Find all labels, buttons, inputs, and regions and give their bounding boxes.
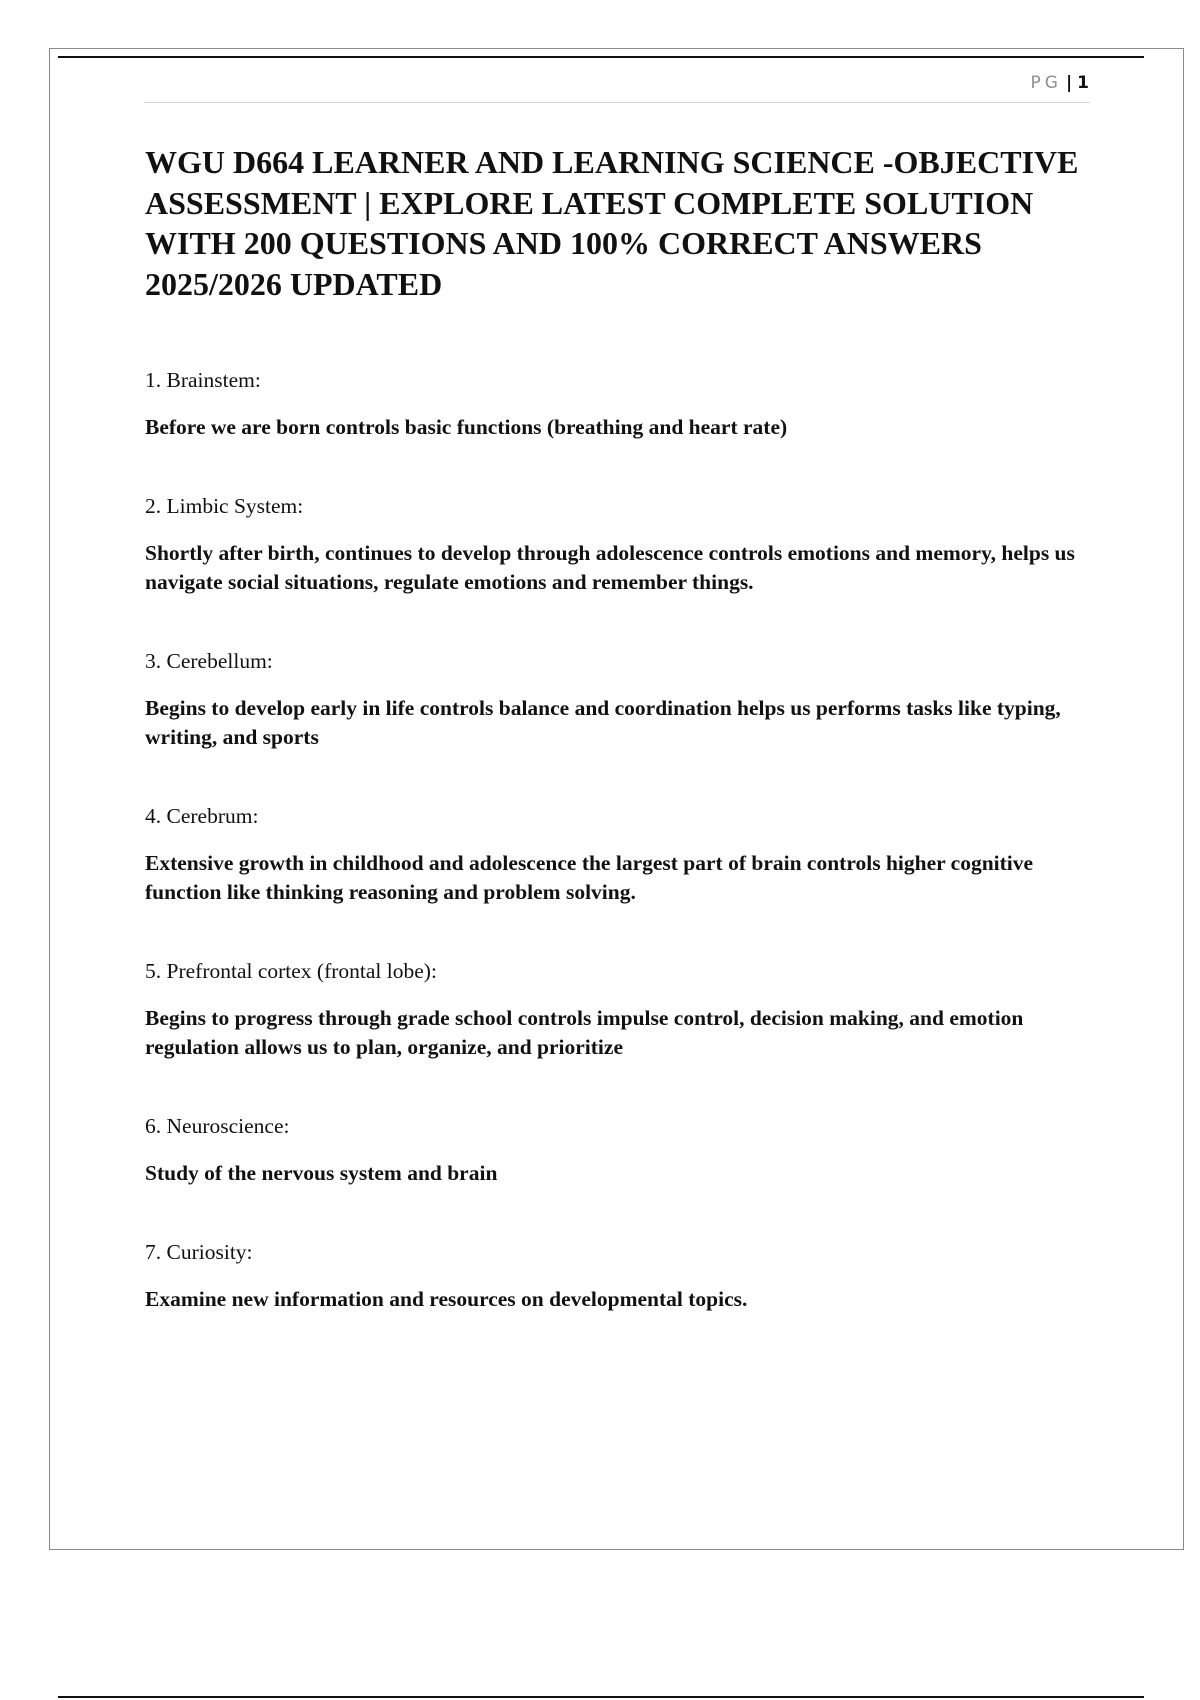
page-number-value: 1 [1077, 73, 1090, 93]
question: 7. Curiosity: [145, 1240, 253, 1264]
question: 2. Limbic System: [145, 494, 304, 518]
qa-item-cerebellum [145, 647, 1095, 752]
question: 3. Cerebellum: [145, 649, 273, 673]
header-rule [144, 102, 1090, 103]
answer: Before we are born controls basic functions (breathing and heart rate) [145, 415, 788, 439]
answer: Shortly after birth, continues to develop through adolescence controls emotions and memory, helps us navigate social situations, regulate emotions and remember things. [145, 541, 1075, 594]
qa-item-neuroscience [145, 1112, 1095, 1188]
question: 4. Cerebrum: [145, 804, 259, 828]
question: 5. Prefrontal cortex (frontal lobe): [145, 959, 437, 983]
document-title: WGU D664 LEARNER AND LEARNING SCIENCE -OBJECTIVE ASSESSMENT | EXPLORE LATEST COMPLETE SOLUTION WITH 200 QUESTIONS AND 100% CORRECT ANSWERS 2025/2026 UPDATED [145, 144, 1079, 302]
answer: Examine new information and resources on developmental topics. [145, 1287, 748, 1311]
answer: Begins to progress through grade school controls impulse control, decision making, and emotion regulation allows us to plan, organize, and prioritize [145, 1006, 1024, 1059]
top-rule [58, 56, 1144, 58]
page-label: PG [1030, 73, 1062, 93]
answer: Begins to develop early in life controls balance and coordination helps us performs tasks like typing, writing, and sports [145, 696, 1061, 749]
qa-item-prefrontal-cortex [145, 957, 1095, 1062]
qa-item-curiosity [145, 1238, 1095, 1314]
page-number [1031, 73, 1091, 93]
question: 1. Brainstem: [145, 368, 261, 392]
question: 6. Neuroscience: [145, 1114, 290, 1138]
answer: Study of the nervous system and brain [145, 1161, 498, 1185]
qa-item-limbic-system [145, 492, 1095, 597]
answer: Extensive growth in childhood and adolescence the largest part of brain controls higher cognitive function like thinking reasoning and problem solving. [145, 851, 1034, 904]
page-separator: | [1065, 73, 1074, 93]
qa-list [145, 366, 1095, 1364]
bottom-rule [58, 1696, 1144, 1698]
qa-item-brainstem [145, 366, 1095, 442]
qa-item-cerebrum [145, 802, 1095, 907]
